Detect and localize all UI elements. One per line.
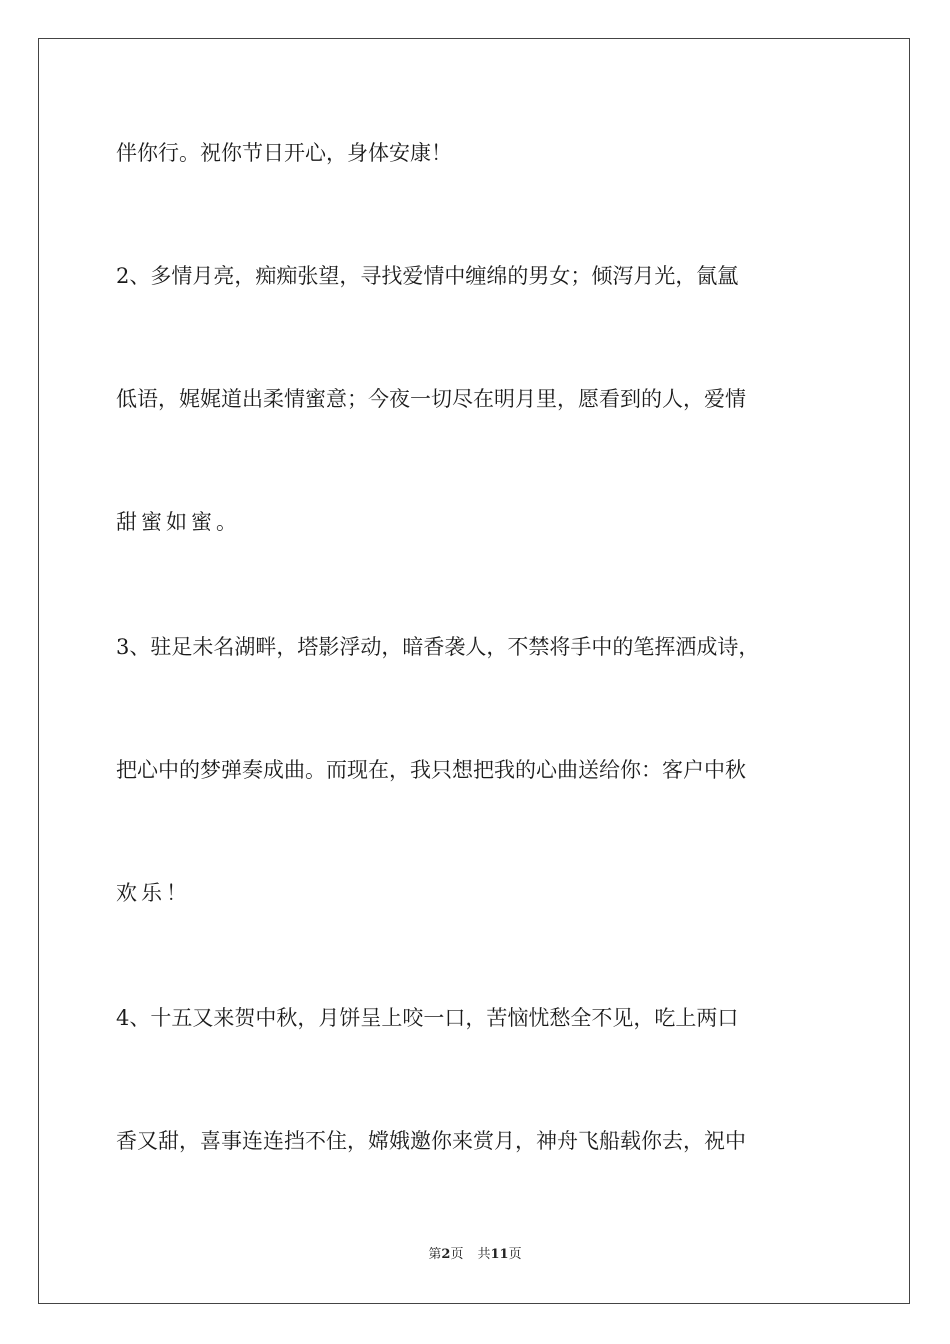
text-line-5: 3、驻足未名湖畔，塔影浮动，暗香袭人，不禁将手中的笔挥洒成诗， bbox=[116, 635, 760, 659]
page-number: 2 bbox=[441, 1247, 451, 1262]
total-prefix: 共 bbox=[477, 1247, 491, 1262]
page-suffix: 页 bbox=[450, 1247, 464, 1262]
page-footer bbox=[0, 1246, 950, 1264]
total-suffix: 页 bbox=[508, 1247, 522, 1262]
text-line-2: 2、多情月亮，痴痴张望，寻找爱情中缠绵的男女；倾泻月光，氤氲 bbox=[116, 264, 739, 288]
text-line-9: 香又甜，喜事连连挡不住，嫦娥邀你来赏月，神舟飞船载你去，祝中 bbox=[116, 1129, 746, 1153]
text-line-6: 把心中的梦弹奏成曲。而现在，我只想把我的心曲送给你：客户中秋 bbox=[116, 758, 746, 782]
total-pages: 11 bbox=[490, 1247, 509, 1262]
page-border bbox=[38, 38, 910, 1304]
text-line-7: 欢乐！ bbox=[116, 881, 191, 905]
text-line-4: 甜蜜如蜜。 bbox=[116, 510, 241, 534]
text-line-1: 伴你行。祝你节日开心，身体安康！ bbox=[116, 141, 452, 165]
text-line-3: 低语，娓娓道出柔情蜜意；今夜一切尽在明月里，愿看到的人，爱情 bbox=[116, 387, 746, 411]
page-prefix: 第 bbox=[428, 1247, 442, 1262]
text-line-8: 4、十五又来贺中秋，月饼呈上咬一口，苦恼忧愁全不见，吃上两口 bbox=[116, 1006, 739, 1030]
